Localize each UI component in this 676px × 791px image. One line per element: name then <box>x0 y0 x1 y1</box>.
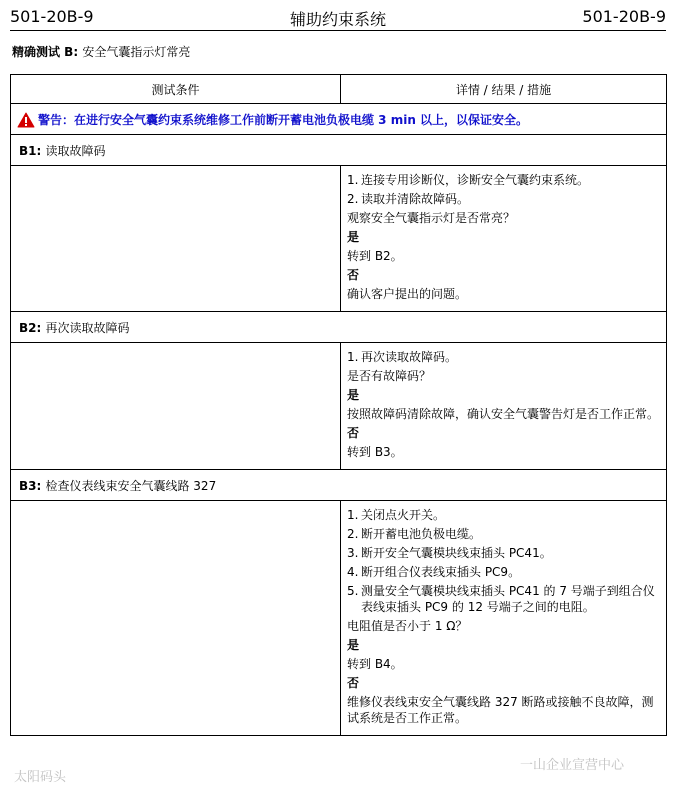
condition-cell <box>11 501 341 736</box>
condition-cell <box>11 343 341 470</box>
step-header-row <box>11 135 667 166</box>
list-item: 5. 测量安全气囊模块线束插头 PC41 的 7 号端子到组合仪表线束插头 PC9 的 12 号端子之间的电阻。 <box>347 584 655 614</box>
warning-cell <box>11 104 667 135</box>
yes-action: 转到 B4。 <box>347 657 403 671</box>
test-subtitle <box>12 43 190 60</box>
no-label: 否 <box>347 268 360 282</box>
step-code: B3: <box>19 478 42 493</box>
list-item: 1. 再次读取故障码。 <box>347 350 458 364</box>
list-item: 1. 关闭点火开关。 <box>347 508 446 522</box>
list-item: 2. 读取并清除故障码。 <box>347 192 470 206</box>
warning-row <box>11 104 667 135</box>
step-code: B1: <box>19 143 42 158</box>
step-header-row <box>11 312 667 343</box>
step-title: 再次读取故障码 <box>45 320 130 335</box>
col-header-condition: 测试条件 <box>11 75 341 104</box>
step-b3-header <box>11 470 667 501</box>
subtitle-text: 安全气囊指示灯常亮 <box>82 45 191 59</box>
yes-label: 是 <box>347 230 360 244</box>
yes-label: 是 <box>347 388 360 402</box>
list-item: 4. 断开组合仪表线束插头 PC9。 <box>347 565 521 579</box>
step-header-row <box>11 470 667 501</box>
watermark-left: 太阳码头 <box>14 770 67 785</box>
yes-action: 按照故障码清除故障，确认安全气囊警告灯是否工作正常。 <box>347 407 660 421</box>
subtitle-prefix: 精确测试 B: <box>12 45 79 59</box>
page-header <box>10 7 666 29</box>
details-cell <box>341 343 667 470</box>
details-cell <box>341 501 667 736</box>
no-action: 维修仪表线束安全气囊线路 327 断路或接触不良故障，测试系统是否工作正常。 <box>347 695 654 725</box>
list-item: 1. 连接专用诊断仪，诊断安全气囊约束系统。 <box>347 173 590 187</box>
step-title: 检查仪表线束安全气囊线路 327 <box>45 478 217 493</box>
no-label: 否 <box>347 676 360 690</box>
header-right-code: 501-20B-9 <box>582 7 666 26</box>
list-item: 3. 断开安全气囊模块线束插头 PC41。 <box>347 546 552 560</box>
step-b1-header <box>11 135 667 166</box>
no-action: 确认客户提出的问题。 <box>347 287 468 301</box>
step-body-row <box>11 166 667 312</box>
condition-cell <box>11 166 341 312</box>
step-title: 读取故障码 <box>45 143 106 158</box>
no-label: 否 <box>347 426 360 440</box>
step-b2-header <box>11 312 667 343</box>
yes-action: 转到 B2。 <box>347 249 403 263</box>
step-body-row <box>11 343 667 470</box>
list-item: 2. 断开蓄电池负极电缆。 <box>347 527 482 541</box>
no-action: 转到 B3。 <box>347 445 403 459</box>
header-rule <box>10 30 666 31</box>
warning-text: 警告：在进行安全气囊约束系统维修工作前断开蓄电池负极电缆 3 min 以上，以保证安全。 <box>38 112 529 127</box>
header-left-code: 501-20B-9 <box>10 7 94 26</box>
step-code: B2: <box>19 320 42 335</box>
details-cell <box>341 166 667 312</box>
warning-triangle-icon <box>17 112 35 128</box>
step-body-row <box>11 501 667 736</box>
yes-label: 是 <box>347 638 360 652</box>
question-text: 观察安全气囊指示灯是否常亮？ <box>347 211 516 225</box>
question-text: 是否有故障码？ <box>347 369 432 383</box>
header-title: 辅助约束系统 <box>289 10 386 29</box>
table-header-row <box>11 75 667 104</box>
diagnostic-table <box>10 74 667 736</box>
watermark-right: 一山企业宣营中心 <box>520 758 625 773</box>
question-text: 电阻值是否小于 1 Ω？ <box>347 619 468 633</box>
col-header-details: 详情 / 结果 / 措施 <box>341 75 667 104</box>
